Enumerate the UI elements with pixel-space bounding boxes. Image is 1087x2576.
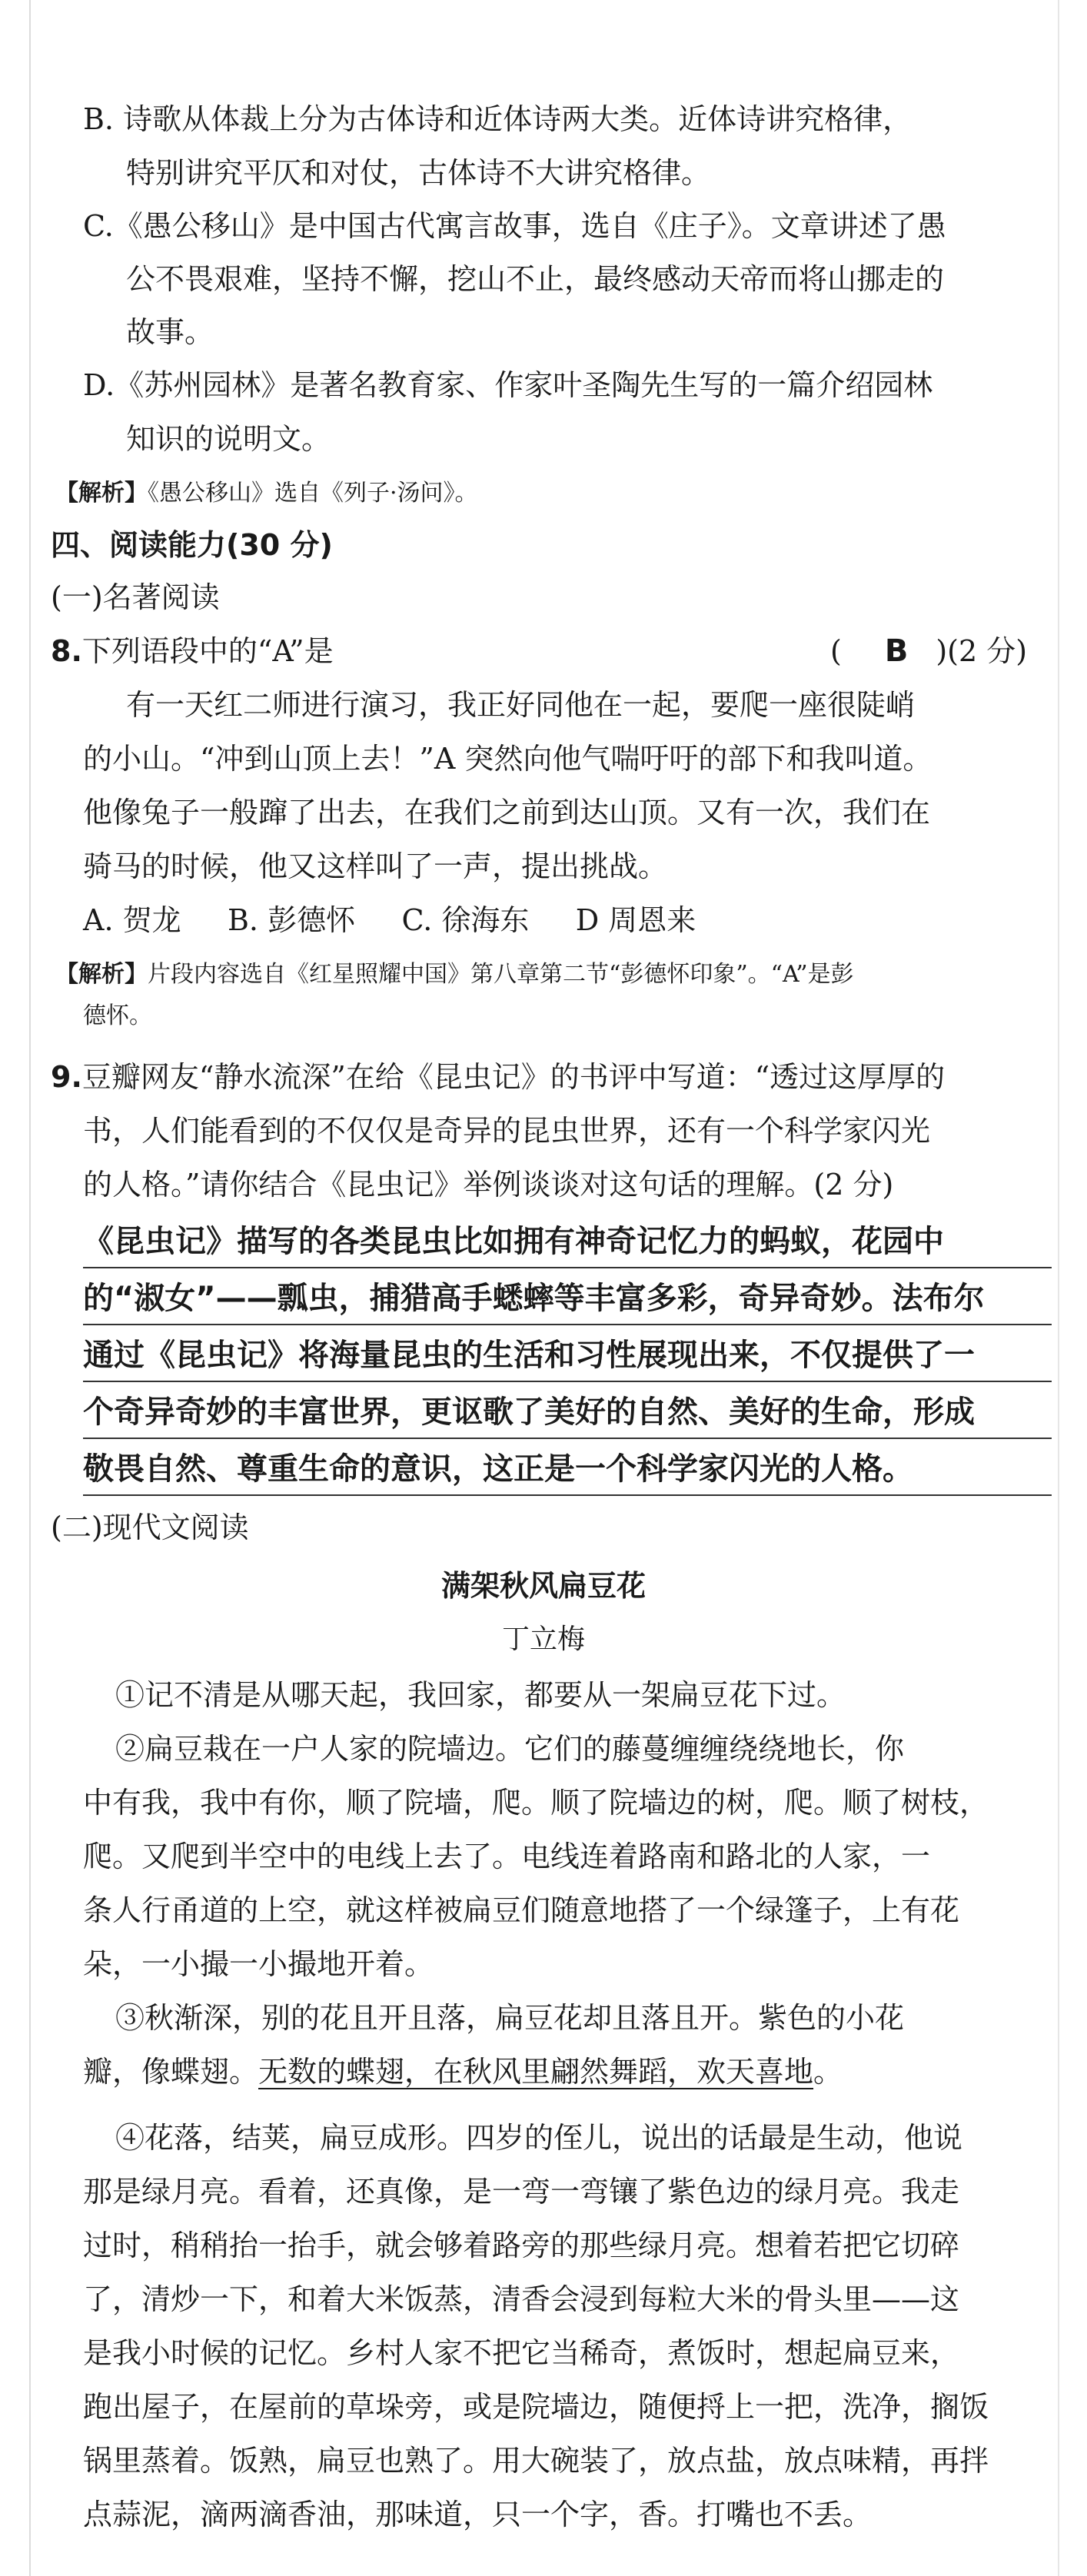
paragraph-line: 点蒜泥，滴两滴香油，那味道，只一个字，香。打嘴也不丢。 [83, 2498, 873, 2531]
option-c-line: 公不畏艰难，坚持不懈，挖山不止，最终感动天帝而将山挪走的 [126, 262, 945, 296]
analysis-text: 德怀。 [83, 1002, 152, 1029]
answer-underline [83, 1494, 1052, 1496]
paragraph-line: 中有我，我中有你，顺了院墙，爬。顺了院墙边的树，爬。顺了树枝， [83, 1786, 989, 1820]
answer-underline [83, 1267, 1052, 1268]
option-d-line: 知识的说明文。 [126, 422, 331, 456]
paragraph-line: 是我小时候的记忆。乡村人家不把它当稀奇，煮饭时，想起扁豆来， [83, 2336, 960, 2370]
paragraph-line: 了，清炒一下，和着大米饭蒸，清香会浸到每粒大米的骨头里——这 [83, 2282, 960, 2316]
paragraph-line: ①记不清是从哪天起，我回家，都要从一架扁豆花下过。 [115, 1678, 846, 1712]
paragraph-line: ④花落，结荚，扁豆成形。四岁的侄儿，说出的话最是生动，他说 [115, 2121, 963, 2155]
paragraph-line: 跑出屋子，在屋前的草垛旁，或是院墙边，随便捋上一把，洗净，搁饭 [83, 2390, 989, 2424]
passage-line: 有一天红二师进行演习，我正好同他在一起，要爬一座很陡峭 [126, 688, 916, 722]
answer-line: 《昆虫记》描写的各类昆虫比如拥有神奇记忆力的蚂蚁，花园中 [83, 1224, 944, 1259]
answer-line: 敬畏自然、尊重生命的意识，这正是一个科学家闪光的人格。 [83, 1451, 913, 1487]
answer-line: 通过《昆虫记》将海量昆虫的生活和习性展现出来，不仅提供了一 [83, 1338, 975, 1373]
option-b-line: 特别讲究平仄和对仗，古体诗不大讲究格律。 [126, 156, 711, 190]
option-c-line: 故事。 [126, 315, 214, 349]
question-text: 豆瓣网友“静水流深”在给《昆虫记》的书评中写道：“透过这厚厚的 [81, 1060, 946, 1094]
page-fold-edge [29, 0, 31, 2576]
answer-line: 的“淑女”——瓢虫，捕猎高手蟋蟀等丰富多彩，奇异奇妙。法布尔 [83, 1281, 985, 1316]
section-title: 四、阅读能力(30 分) [51, 528, 333, 562]
analysis-tag: 【解析】 [55, 480, 148, 507]
question-text: 下列语段中的“A”是 [81, 634, 334, 668]
question-number: 8. [51, 634, 82, 668]
paragraph-line: 朵，一小撮一小撮地开着。 [83, 1947, 434, 1981]
question-number: 9. [51, 1060, 82, 1094]
paragraph-line: 爬。又爬到半空中的电线上去了。电线连着路南和路北的人家，一 [83, 1840, 931, 1873]
paragraph-line: 那是绿月亮。看着，还真像，是一弯一弯镶了紫色边的绿月亮。我走 [83, 2175, 960, 2209]
question-8-choices: A. 贺龙 B. 彭德怀 C. 徐海东 D 周恩来 [83, 903, 696, 937]
answer-line: 个奇异奇妙的丰富世界，更讴歌了美好的自然、美好的生命，形成 [83, 1394, 975, 1430]
article-title: 满架秋风扁豆花 [440, 1569, 646, 1603]
paragraph-line: ③秋渐深，别的花且开且落，扁豆花却且落且开。紫色的小花 [115, 2001, 905, 2035]
paragraph-line [83, 2049, 843, 2094]
paragraph-line: 条人行甬道的上空，就这样被扁豆们随意地搭了一个绿篷子，上有花 [83, 1893, 960, 1927]
q7-analysis [55, 477, 478, 510]
passage-line: 他像兔子一般蹿了出去，在我们之前到达山顶。又有一次，我们在 [83, 796, 931, 829]
underlined-sentence: 无数的蝶翅，在秋风里翩然舞蹈，欢天喜地 [258, 2055, 814, 2089]
score-text: )(2 分) [936, 634, 1028, 668]
article-author: 丁立梅 [501, 1624, 585, 1655]
answer-underline [83, 1324, 1052, 1325]
paragraph-text: 瓣，像蝶翅。 [83, 2055, 259, 2089]
question-text: 书，人们能看到的不仅仅是奇异的昆虫世界，还有一个科学家闪光 [83, 1114, 931, 1148]
question-8-stem [51, 629, 334, 673]
answer-underline [83, 1381, 1052, 1382]
question-9-stem [51, 1055, 945, 1099]
paragraph-line: 过时，稍稍抬一抬手，就会够着路旁的那些绿月亮。想着若把它切碎 [83, 2229, 960, 2262]
paren-open: ( [830, 634, 842, 668]
option-b-line: B. 诗歌从体裁上分为古体诗和近体诗两大类。近体诗讲究格律， [83, 102, 912, 136]
subsection-title: (一)名著阅读 [51, 580, 220, 614]
paragraph-line: ②扁豆栽在一户人家的院墙边。它们的藤蔓缠缠绕绕地长，你 [115, 1732, 905, 1766]
paragraph-line: 锅里蒸着。饭熟，扁豆也熟了。用大碗装了，放点盐，放点味精，再拌 [83, 2444, 989, 2478]
option-c-line: C.《愚公移山》是中国古代寓言故事，选自《庄子》。文章讲述了愚 [83, 209, 946, 243]
answer-letter: B [884, 633, 909, 669]
subsection-title: (二)现代文阅读 [51, 1511, 249, 1544]
question-text: 的人格。”请你结合《昆虫记》举例谈谈对这句话的理解。(2 分) [83, 1168, 894, 1202]
paragraph-text: 。 [813, 2055, 843, 2089]
analysis-text: 片段内容选自《红星照耀中国》第八章第二节“彭德怀印象”。“A”是彭 [148, 961, 854, 988]
analysis-tag: 【解析】 [55, 961, 148, 988]
page-right-edge [1058, 0, 1059, 2576]
passage-line: 骑马的时候，他又这样叫了一声，提出挑战。 [83, 849, 668, 883]
answer-underline [83, 1438, 1052, 1439]
analysis-text: 《愚公移山》选自《列子·汤问》。 [148, 480, 478, 507]
q8-analysis [55, 958, 854, 992]
question-8-answer-slot [830, 629, 1027, 673]
option-d-line: D.《苏州园林》是著名教育家、作家叶圣陶先生写的一篇介绍园林 [83, 368, 933, 402]
passage-line: 的小山。“冲到山顶上去！”A 突然向他气喘吁吁的部下和我叫道。 [83, 742, 932, 776]
